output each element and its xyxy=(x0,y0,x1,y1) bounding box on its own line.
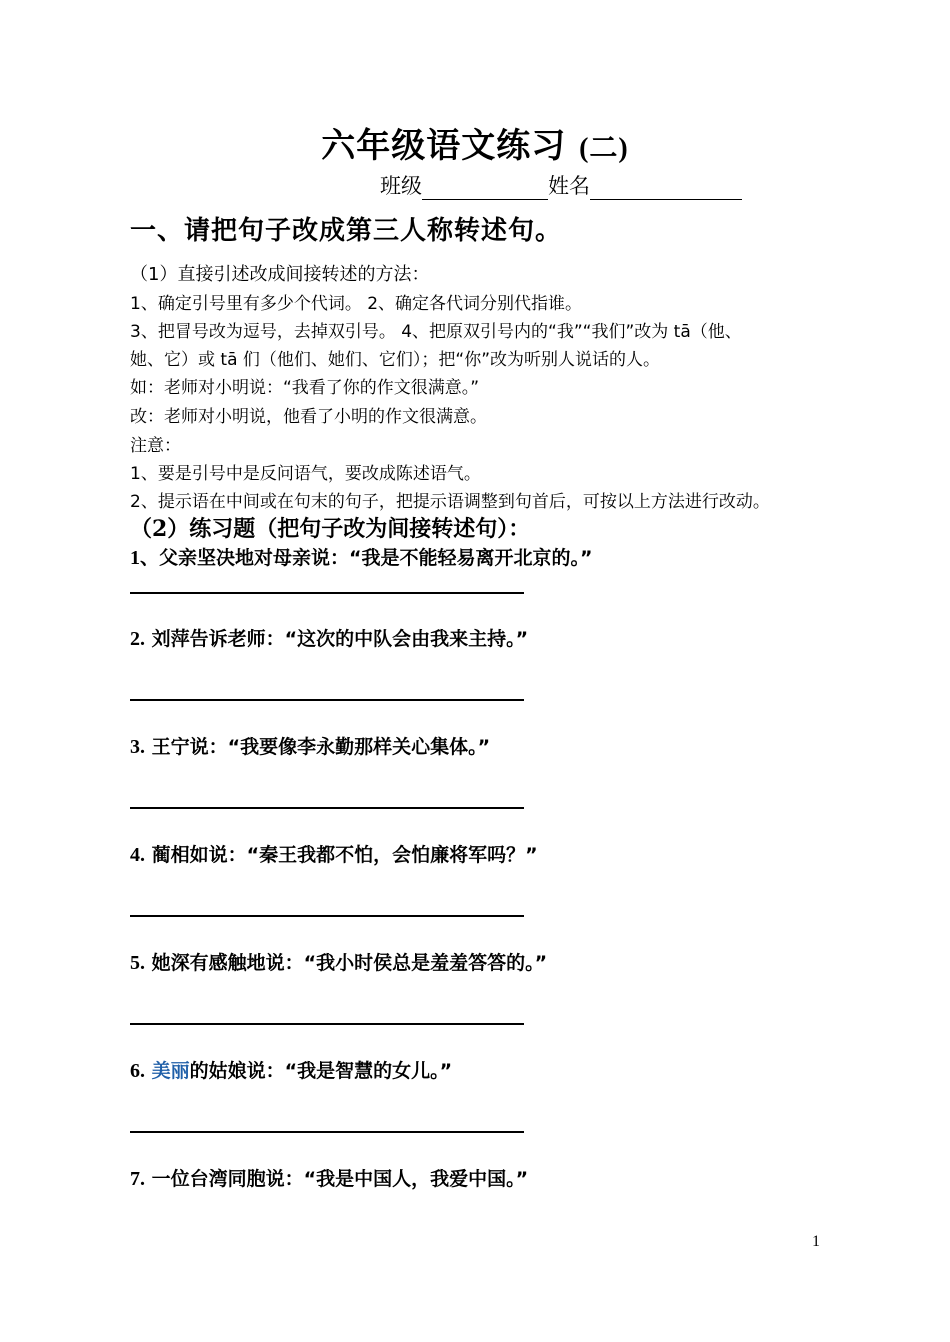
answer-line-2[interactable] xyxy=(130,699,524,701)
exercise-item-1: 1、父亲坚决地对母亲说：“我是不能轻易离开北京的。” xyxy=(130,547,593,569)
note-label: 注意： xyxy=(130,436,181,456)
page-number: 1 xyxy=(812,1233,820,1250)
exercise-item-7: 7. 一位台湾同胞说：“我是中国人，我爱中国。” xyxy=(130,1168,529,1190)
answer-line-6[interactable] xyxy=(130,1131,524,1133)
name-label: 姓名 xyxy=(548,174,590,198)
note-1: 1、要是引号中是反问语气，要改成陈述语气。 xyxy=(130,464,481,484)
method-heading: （1）直接引述改成间接转述的方法： xyxy=(130,264,430,285)
exercise-item-3: 3. 王宁说：“我要像李永勤那样关心集体。” xyxy=(130,736,491,758)
answer-line-1[interactable] xyxy=(130,592,524,594)
hyperlink-text[interactable]: 美丽 xyxy=(145,1060,190,1082)
exercise-heading: （2）练习题（把句子改为间接转述句）： xyxy=(130,516,531,542)
method-line-1: 1、确定引号里有多少个代词。 2、确定各代词分别代指谁。 xyxy=(130,294,583,314)
method-line-3: 她、它）或 tā 们（他们、她们、它们）；把“你”改为听别人说话的人。 xyxy=(130,350,661,370)
example-question: 如：老师对小明说：“我看了你的作文很满意。” xyxy=(130,378,480,398)
class-blank[interactable] xyxy=(422,177,548,200)
answer-line-4[interactable] xyxy=(130,915,524,917)
answer-line-3[interactable] xyxy=(130,807,524,809)
exercise-item-5: 5. 她深有感触地说：“我小时侯总是羞羞答答的。” xyxy=(130,952,548,974)
name-blank[interactable] xyxy=(590,177,742,200)
example-answer: 改：老师对小明说，他看了小明的作文很满意。 xyxy=(130,407,487,427)
answer-line-5[interactable] xyxy=(130,1023,524,1025)
exercise-item-2: 2. 刘萍告诉老师：“这次的中队会由我来主持。” xyxy=(130,628,529,650)
exercise-item-6: 6. 美丽的姑娘说：“我是智慧的女儿。” xyxy=(130,1060,453,1082)
section-heading: 一、请把句子改成第三人称转述句。 xyxy=(130,216,563,246)
class-label: 班级 xyxy=(380,174,422,198)
class-name-line xyxy=(380,170,742,200)
method-line-2: 3、把冒号改为逗号，去掉双引号。 4、把原双引号内的“我”“我们”改为 tā（他、 xyxy=(130,322,742,342)
page-title: 六年级语文练习 (二) xyxy=(321,126,629,166)
note-2: 2、提示语在中间或在句末的句子，把提示语调整到句首后，可按以上方法进行改动。 xyxy=(130,492,770,512)
exercise-item-4: 4. 蔺相如说：“秦王我都不怕，会怕廉将军吗？” xyxy=(130,844,538,866)
